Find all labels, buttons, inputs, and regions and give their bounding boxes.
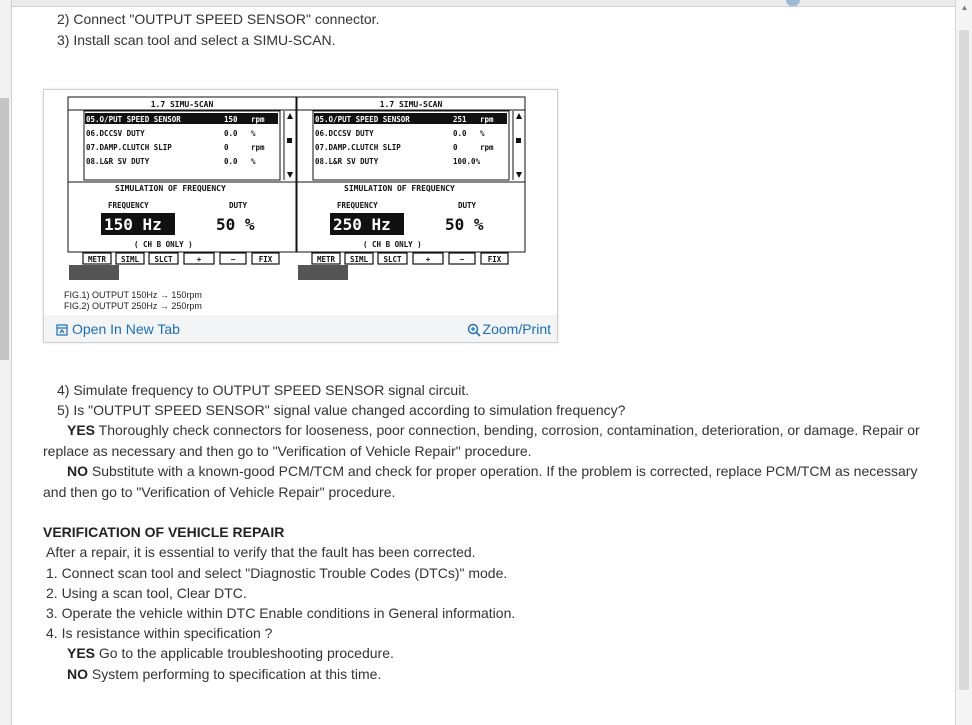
screen-1-row-value: 0.0 <box>224 129 238 138</box>
screen-1-softkey-label: + <box>196 255 202 264</box>
figure-footer <box>44 315 557 342</box>
screen-1-row-value: 0.0 <box>224 157 238 166</box>
step-4: 4) Simulate frequency to OUTPUT SPEED SENSOR signal circuit. <box>57 382 470 398</box>
screen-1-freq-value: 150 Hz <box>104 215 162 234</box>
screen-2-row-value: 251 <box>453 115 467 124</box>
right-scroll-thumb[interactable] <box>959 30 969 690</box>
right-scrollbar[interactable] <box>955 0 972 725</box>
screen-2-stamp-block <box>298 265 348 280</box>
verification-yes-label: YES <box>67 645 96 661</box>
toolbar-button-icon[interactable] <box>786 0 800 6</box>
no-text: Substitute with a known-good PCM/TCM and check for proper operation. If the problem is corrected, replace PCM/TCM as necessary and then go to "Verification of Vehicle Repair" procedure. <box>43 463 918 500</box>
yes-text: Thoroughly check connectors for looseness, poor connection, bending, corrosion, contamination, deterioration, or damage. Repair or replace as necessary and then go to "Verification of Vehicle Repair" procedure. <box>43 422 920 459</box>
step-5-yes <box>43 420 933 461</box>
figure-caption-1: FIG.1) OUTPUT 150Hz → 150rpm <box>64 290 202 300</box>
screen-1-row-unit: % <box>251 129 256 138</box>
screen-2-ch-label: ( CH B ONLY ) <box>363 240 422 249</box>
screen-1-sim-title: SIMULATION OF FREQUENCY <box>115 184 226 193</box>
verification-step-4: 4. Is resistance within specification ? <box>46 625 273 641</box>
step-3: 3) Install scan tool and select a SIMU-SCAN. <box>57 32 336 48</box>
screen-1-title: 1.7 SIMU-SCAN <box>150 100 214 109</box>
open-new-tab-icon <box>56 324 68 336</box>
screen-1-softkey-label: − <box>230 255 236 264</box>
screen-1-softkey-label: SLCT <box>154 255 173 264</box>
screen-1-scroll-position-icon <box>287 138 292 143</box>
screen-2-row-unit: rpm <box>480 143 494 152</box>
verification-yes-text: Go to the applicable troubleshooting procedure. <box>95 645 394 661</box>
screen-2-row-unit: rpm <box>480 115 494 124</box>
screen-2-softkey-label: + <box>425 255 431 264</box>
open-in-new-tab-label: Open In New Tab <box>72 321 180 337</box>
screen-2-title: 1.7 SIMU-SCAN <box>379 100 443 109</box>
screen-2-duty-value: 50 % <box>445 215 484 234</box>
screen-2-row-unit: % <box>480 129 485 138</box>
zoom-in-icon <box>467 323 481 337</box>
screen-1-row-label: 07.DAMP.CLUTCH SLIP <box>86 143 172 152</box>
screen-2-row-label: 08.L&R SV DUTY <box>315 157 379 166</box>
step-5: 5) Is "OUTPUT SPEED SENSOR" signal value changed according to simulation frequency? <box>57 402 626 418</box>
screen-1-softkey-label: FIX <box>258 255 273 264</box>
top-toolbar-edge <box>12 0 955 7</box>
open-in-new-tab-link[interactable] <box>56 321 180 337</box>
verification-step-1: 1. Connect scan tool and select "Diagnostic Trouble Codes (DTCs)" mode. <box>46 565 508 581</box>
screen-1-ch-label: ( CH B ONLY ) <box>134 240 193 249</box>
verification-yes <box>67 645 394 662</box>
verification-heading: VERIFICATION OF VEHICLE REPAIR <box>43 524 285 540</box>
simu-scan-figure <box>43 89 558 343</box>
screen-1-row-label: 05.O/PUT SPEED SENSOR <box>86 115 181 124</box>
screen-2-softkey-label: − <box>459 255 465 264</box>
step-5-no <box>43 461 933 502</box>
screen-2-duty-label: DUTY <box>458 201 477 210</box>
screen-2-row-value: 0.0 <box>453 129 467 138</box>
screen-1-softkey-label: SIML <box>120 255 140 264</box>
screen-2-row-label: 05.O/PUT SPEED SENSOR <box>315 115 410 124</box>
screen-1-row-unit: % <box>251 157 256 166</box>
screen-2-softkey-label: FIX <box>487 255 502 264</box>
verification-no-text: System performing to specification at this time. <box>88 666 382 682</box>
screen-2-row-value: 0 <box>453 143 458 152</box>
screen-2-sim-title: SIMULATION OF FREQUENCY <box>344 184 455 193</box>
screen-1-duty-value: 50 % <box>216 215 255 234</box>
screen-1-row-label: 08.L&R SV DUTY <box>86 157 150 166</box>
screen-1-row-unit: rpm <box>251 143 265 152</box>
screen-1-row-unit: rpm <box>251 115 265 124</box>
zoom-print-link[interactable] <box>467 321 551 337</box>
screen-1-row-value: 0 <box>224 143 229 152</box>
screen-1-stamp-block <box>69 265 119 280</box>
screen-1-row-label: 06.DCCSV DUTY <box>86 129 145 138</box>
verification-no <box>67 666 381 683</box>
scroll-up-arrow-icon[interactable]: ▲ <box>960 3 969 12</box>
yes-label: YES <box>67 422 96 438</box>
screen-2-row-label: 06.DCCSV DUTY <box>315 129 374 138</box>
zoom-print-label: Zoom/Print <box>482 321 551 337</box>
screen-2-scroll-position-icon <box>516 138 521 143</box>
figure-caption-2: FIG.2) OUTPUT 250Hz → 250rpm <box>64 301 202 311</box>
left-scroll-thumb[interactable] <box>0 98 9 360</box>
screen-2-freq-value: 250 Hz <box>333 215 391 234</box>
screen-1-freq-label: FREQUENCY <box>108 201 149 210</box>
no-label: NO <box>67 463 88 479</box>
screen-2-softkey-label: METR <box>316 255 336 264</box>
screen-2-row-label: 07.DAMP.CLUTCH SLIP <box>315 143 401 152</box>
screen-1-duty-label: DUTY <box>229 201 248 210</box>
screen-2-freq-label: FREQUENCY <box>337 201 378 210</box>
simu-scan-screens <box>44 90 557 312</box>
left-scroll-gutter[interactable] <box>0 0 12 725</box>
step-2: 2) Connect "OUTPUT SPEED SENSOR" connector. <box>57 11 380 27</box>
screen-1-softkey-label: METR <box>87 255 107 264</box>
verification-no-label: NO <box>67 666 88 682</box>
verification-step-2: 2. Using a scan tool, Clear DTC. <box>46 585 247 601</box>
screen-2-softkey-label: SIML <box>349 255 369 264</box>
screen-2-row-value: 100.0% <box>453 157 481 166</box>
verification-intro: After a repair, it is essential to verify that the fault has been corrected. <box>46 544 476 560</box>
screen-2-softkey-label: SLCT <box>383 255 402 264</box>
verification-step-3: 3. Operate the vehicle within DTC Enable conditions in General information. <box>46 605 516 621</box>
screen-1-row-value: 150 <box>224 115 238 124</box>
